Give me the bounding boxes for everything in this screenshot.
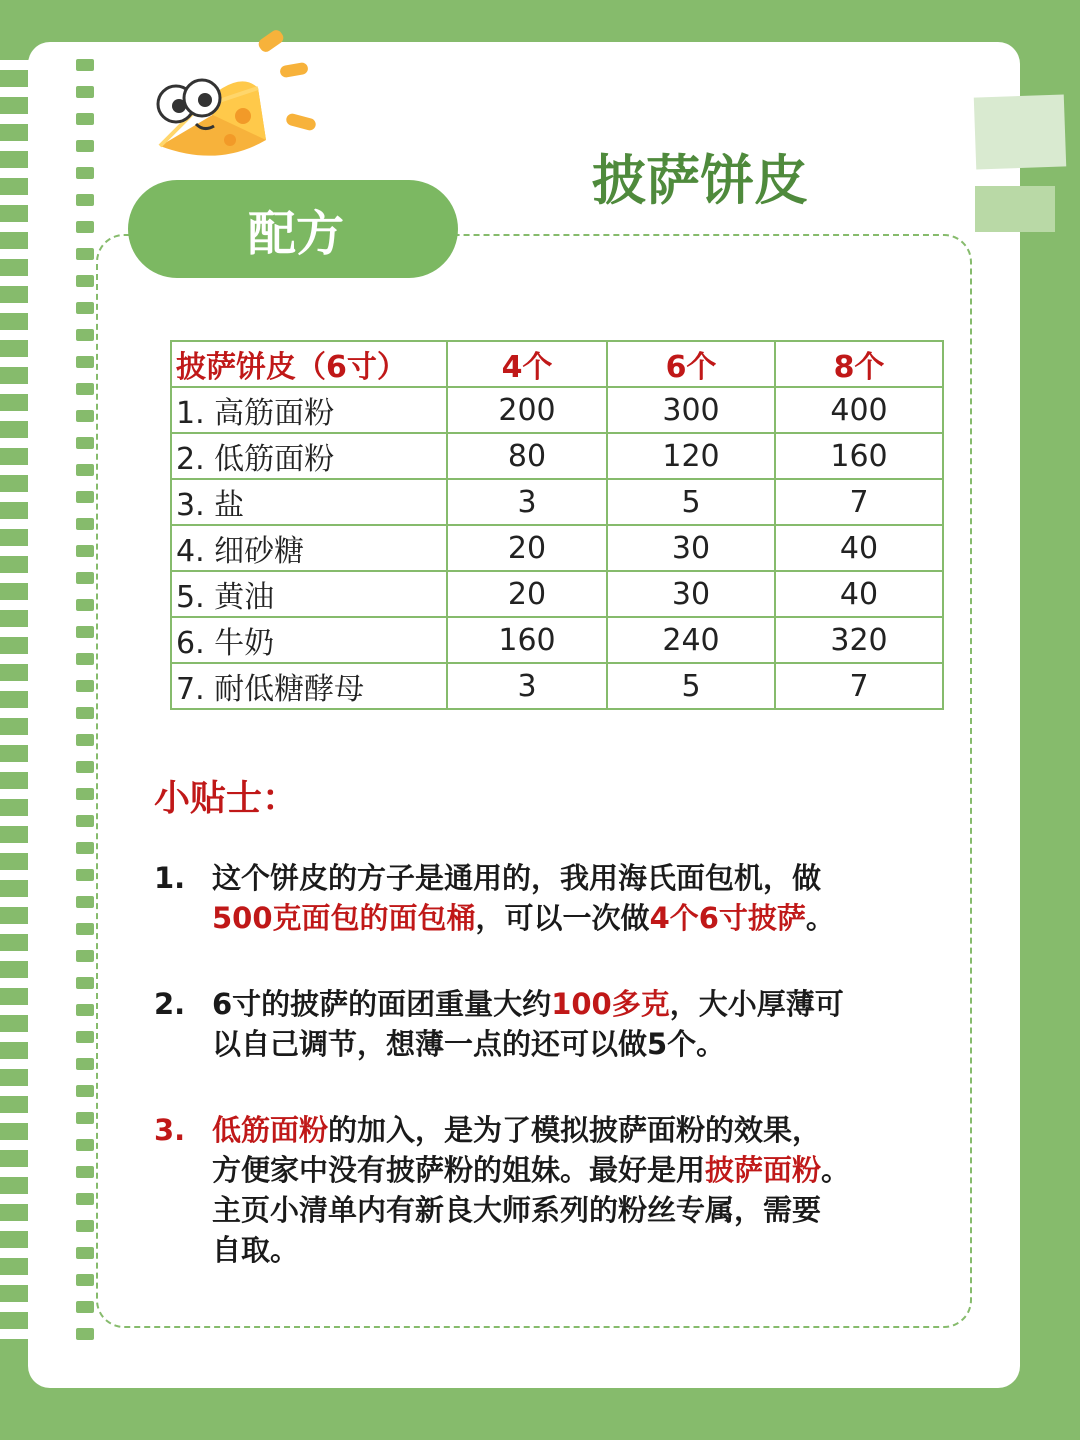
binding-ring (0, 195, 94, 205)
quantity-cell: 40 (775, 525, 943, 571)
tip-text: 方便家中没有披萨粉的姐妹。最好是用 (212, 1153, 706, 1187)
tip-text: ，大小厚薄可 (669, 987, 844, 1021)
binding-ring (0, 681, 94, 691)
tip-line (212, 1150, 954, 1190)
tip-text: 。 (821, 1153, 851, 1187)
binding-ring (0, 627, 94, 637)
binding-ring (0, 924, 94, 934)
tip-highlight: 500克面包的面包桶 (212, 901, 476, 935)
quantity-cell: 160 (775, 433, 943, 479)
binding-ring (0, 789, 94, 799)
binding-ring (0, 276, 94, 286)
binding-ring (0, 1005, 94, 1015)
tip-text: ，可以一次做 (475, 901, 650, 935)
ingredient-cell: 4. 细砂糖 (171, 525, 447, 571)
binding-ring (0, 1248, 94, 1258)
table-row (171, 617, 943, 663)
binding-ring (0, 168, 94, 178)
binding-ring (0, 114, 94, 124)
binding-ring (0, 87, 94, 97)
binding-ring (0, 465, 94, 475)
spiral-binding (0, 60, 100, 1360)
binding-ring (0, 654, 94, 664)
tip-line (212, 1110, 954, 1150)
tip-item (154, 984, 954, 1064)
binding-ring (0, 735, 94, 745)
tip-text: 。 (805, 901, 835, 935)
binding-ring (0, 1194, 94, 1204)
table-row (171, 479, 943, 525)
quantity-cell: 80 (447, 433, 607, 479)
quantity-cell: 240 (607, 617, 775, 663)
tip-highlight: 100多克 (551, 987, 670, 1021)
column-header: 披萨饼皮（6寸） (171, 341, 447, 387)
tip-item (154, 858, 954, 938)
page-title: 披萨饼皮 (592, 149, 808, 212)
recipe-table (170, 340, 944, 710)
binding-ring (0, 141, 94, 151)
quantity-cell: 5 (607, 663, 775, 709)
tip-number: 1. (154, 861, 186, 895)
binding-ring (0, 843, 94, 853)
binding-ring (0, 222, 94, 232)
column-header: 8个 (775, 341, 943, 387)
binding-ring (0, 330, 94, 340)
tip-highlight: 披萨面粉 (705, 1153, 822, 1187)
tip-body (212, 1110, 954, 1270)
binding-ring (0, 708, 94, 718)
binding-ring (0, 573, 94, 583)
quantity-cell: 120 (607, 433, 775, 479)
binding-ring (0, 1113, 94, 1123)
tip-line (212, 898, 954, 938)
binding-ring (0, 1329, 94, 1339)
binding-ring (0, 357, 94, 367)
binding-ring (0, 249, 94, 259)
quantity-cell: 3 (447, 663, 607, 709)
binding-ring (0, 519, 94, 529)
tip-text: 的加入，是为了模拟披萨面粉的效果， (328, 1113, 822, 1147)
quantity-cell: 3 (447, 479, 607, 525)
table-header-row (171, 341, 943, 387)
binding-ring (0, 303, 94, 313)
page-tab (975, 186, 1055, 232)
column-header: 4个 (447, 341, 607, 387)
quantity-cell: 30 (607, 571, 775, 617)
binding-ring (0, 600, 94, 610)
quantity-cell: 20 (447, 525, 607, 571)
section-label-text: 配方 (248, 205, 345, 262)
ingredient-cell: 7. 耐低糖酵母 (171, 663, 447, 709)
binding-ring (0, 384, 94, 394)
tip-text: 6寸的披萨的面团重量大约 (212, 987, 552, 1021)
binding-ring (0, 816, 94, 826)
binding-ring (0, 1221, 94, 1231)
ingredient-cell: 3. 盐 (171, 479, 447, 525)
binding-ring (0, 978, 94, 988)
binding-ring (0, 411, 94, 421)
ingredient-cell: 2. 低筋面粉 (171, 433, 447, 479)
binding-ring (0, 1302, 94, 1312)
table-row (171, 387, 943, 433)
binding-ring (0, 1140, 94, 1150)
tip-number: 2. (154, 987, 186, 1021)
cheese-mascot-icon (138, 28, 338, 178)
quantity-cell: 20 (447, 571, 607, 617)
quantity-cell: 7 (775, 663, 943, 709)
ingredient-cell: 5. 黄油 (171, 571, 447, 617)
binding-ring (0, 762, 94, 772)
tip-highlight: 低筋面粉 (212, 1113, 329, 1147)
tip-line (212, 984, 954, 1024)
binding-ring (0, 1086, 94, 1096)
binding-ring (0, 870, 94, 880)
tip-line: 这个饼皮的方子是通用的，我用海氏面包机，做 (212, 861, 822, 895)
quantity-cell: 30 (607, 525, 775, 571)
quantity-cell: 320 (775, 617, 943, 663)
binding-ring (0, 1167, 94, 1177)
tip-item (154, 1110, 954, 1270)
binding-ring (0, 546, 94, 556)
tip-highlight: 4个6寸披萨 (649, 901, 806, 935)
tip-body (212, 984, 954, 1064)
quantity-cell: 400 (775, 387, 943, 433)
ingredient-cell: 6. 牛奶 (171, 617, 447, 663)
quantity-cell: 7 (775, 479, 943, 525)
binding-ring (0, 951, 94, 961)
tip-line: 以自己调节，想薄一点的还可以做5个。 (212, 1027, 726, 1061)
quantity-cell: 5 (607, 479, 775, 525)
binding-ring (0, 1275, 94, 1285)
binding-ring (0, 492, 94, 502)
quantity-cell: 200 (447, 387, 607, 433)
table-row (171, 525, 943, 571)
section-label (128, 180, 458, 278)
ingredient-cell: 1. 高筋面粉 (171, 387, 447, 433)
page-tab (974, 94, 1066, 169)
tips-heading: 小贴士： (154, 778, 299, 819)
binding-ring (0, 897, 94, 907)
binding-ring (0, 60, 94, 70)
tip-number: 3. (154, 1113, 186, 1147)
tip-line: 主页小清单内有新良大师系列的粉丝专属，需要 (212, 1193, 822, 1227)
quantity-cell: 300 (607, 387, 775, 433)
quantity-cell: 40 (775, 571, 943, 617)
table-row (171, 571, 943, 617)
binding-ring (0, 1032, 94, 1042)
quantity-cell: 160 (447, 617, 607, 663)
column-header: 6个 (607, 341, 775, 387)
table-row (171, 663, 943, 709)
table-row (171, 433, 943, 479)
tip-body (212, 858, 954, 938)
binding-ring (0, 1059, 94, 1069)
tip-line: 自取。 (212, 1233, 300, 1267)
binding-ring (0, 438, 94, 448)
